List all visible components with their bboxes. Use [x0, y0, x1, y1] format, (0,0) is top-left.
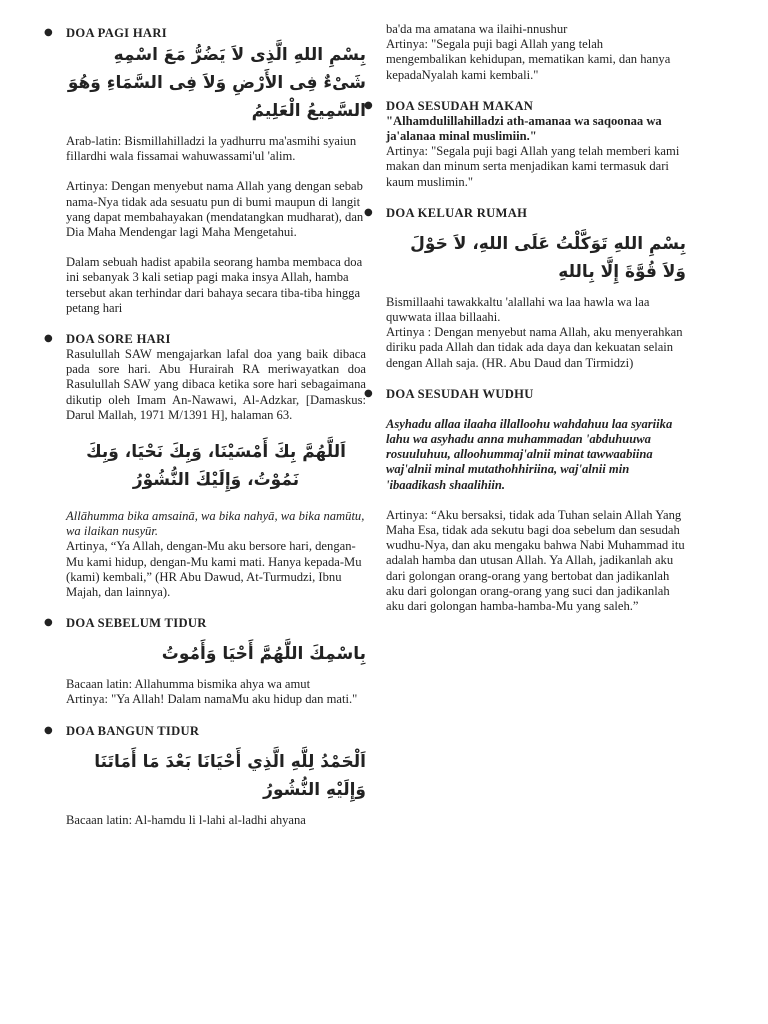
- translation-text: Artinya, “Ya Allah, dengan-Mu aku bersore hari, dengan-Mu kami hidup, dengan-Mu kami mati. Hanya kepada-Mu (kami) kembali,” (HR Abu Dawud, At-Turmudzi, Ibnu Majah, dan lainnya).: [66, 539, 362, 600]
- section-heading: DOA PAGI HARI: [66, 26, 167, 40]
- section-heading: DOA BANGUN TIDUR: [66, 723, 200, 738]
- translation-text: Artinya: “Aku bersaksi, tidak ada Tuhan selain Allah Yang Maha Esa, tidak ada sekutu bagi doa sebelum dan sesudah wudhu-Nya, dan aku mengaku bahwa Nabi Muhammad itu adalah hamba dan utusan Allah. Ya Allah, jadikanlah aku dari golongan orang-orang yang bertobat dan jadikanlah aku dari golongan orang-orang yang suci dan jadikanlah aku dari golongan hamba-hamba-Mu yang saleh.”: [386, 507, 685, 614]
- translation-text: Artinya: Dengan menyebut nama Allah yang dengan sebab nama-Nya tidak ada sesuatu pun di bumi maupun di langit yang dapat membahayakan (mendatangkan mudharat), dan Dia Maha Mendengar lagi Maha Mengetahui.: [66, 179, 364, 240]
- bullet-icon: ●: [364, 99, 373, 111]
- latin-text: Allāhumma bika amsainā, wa bika nahyā, wa bika namūtu, wa ilaikan nusyūr.: [66, 509, 365, 539]
- right-column: [364, 0, 686, 614]
- latin-text: Asyhadu allaa ilaaha illalloohu wahdahuu laa syariika lahu wa asyhadu anna muhammadan 'abduhuuwa rosuuluhuu, alloohummaj'alnii minat tawwaabiina waj'alnii minal mutathohhiriina, waj'alnii min 'ibaadikash shaalihiin.: [386, 416, 673, 492]
- translation-text: Artinya : Dengan menyebut nama Allah, aku menyerahkan diriku pada Allah dan tidak ada daya dan kekuatan selain dengan Allah saja. (HR. Abu Daud dan Tirmidzi): [386, 325, 683, 370]
- arabic-text: اَللَّهُمَّ بِكَ أَمْسَيْنَا، وَبِكَ نَحْيَا، وَبِكَ نَمُوْتُ، وَإِلَيْكَ النُّشُوْرُ: [86, 442, 346, 491]
- latin-text: Bismillaahi tawakkaltu 'alallahi wa laa hawla wa laa quwwata illaa billaahi.: [386, 294, 650, 325]
- section-doa-keluar-rumah: [364, 205, 686, 371]
- section-heading: DOA SEBELUM TIDUR: [66, 616, 207, 631]
- latin-text: Arab-latin: Bismillahilladzi la yadhurru ma'asmihi syaiun fillardhi wala fissamai wahuwassami'ul 'alim.: [66, 134, 357, 164]
- latin-text: ba'da ma amatana wa ilaihi-nnushur: [386, 22, 568, 36]
- note-text: Dalam sebuah hadist apabila seorang hamba membaca doa ini sebanyak 3 kali setiap pagi maka insya Allah, hamba tersebut akan terhindar dari bahaya secara tiba-tiba hingga petang hari: [66, 255, 363, 315]
- section-heading: DOA SESUDAH MAKAN: [386, 98, 534, 113]
- section-doa-bangun-tidur-continued: [386, 22, 686, 83]
- arabic-text: اَلْحَمْدُ لِلَّهِ الَّذِي أَحْيَانَا بَعْدَ مَا أَمَاتَنَا وَإِلَيْهِ النُّشُورُ: [94, 751, 366, 800]
- bullet-icon: ●: [364, 387, 373, 399]
- translation-text: Artinya: "Segala puji bagi Allah yang telah memberi kami makan dan minum serta menjadikan kami termasuk dari kaum muslimin.": [386, 144, 680, 189]
- arabic-text: بِسْمِ اللهِ الَّذِى لاَ يَضُرُّ مَعَ اسْمِهِ شَىْءٌ فِى الأَرْضِ وَلاَ فِى السَّمَاءِ وَهُوَ السَّمِيعُ الْعَلِيمُ: [67, 45, 366, 121]
- left-column: [44, 0, 366, 828]
- translation-text: Artinya: "Ya Allah! Dalam namaMu aku hidup dan mati.": [66, 692, 358, 707]
- latin-text: "Alhamdulillahilladzi ath-amanaa wa saqoonaa wa ja'alanaa minal muslimiin.": [386, 113, 662, 144]
- arabic-text: بِسْمِ اللهِ تَوَكَّلْتُ عَلَى اللهِ، لاَ حَوْلَ وَلاَ قُوَّةَ إِلَّا بِاللهِ: [410, 233, 686, 282]
- section-doa-sebelum-tidur: [44, 616, 366, 707]
- section-doa-pagi-hari: [44, 26, 366, 316]
- bullet-icon: ●: [44, 27, 53, 38]
- section-heading: DOA SORE HARI: [66, 332, 171, 347]
- bullet-icon: ●: [364, 206, 373, 218]
- section-heading: DOA SESUDAH WUDHU: [386, 386, 534, 401]
- bullet-icon: ●: [44, 333, 53, 345]
- bullet-icon: ●: [44, 617, 53, 629]
- arabic-text: بِاسْمِكَ اللَّهُمَّ أَحْيَا وَأَمُوتُ: [161, 644, 366, 665]
- section-heading: DOA KELUAR RUMAH: [386, 205, 528, 220]
- latin-text: Bacaan latin: Al-hamdu li l-lahi al-ladhi ahyana: [66, 812, 306, 827]
- section-doa-sesudah-makan: [364, 98, 686, 190]
- section-doa-bangun-tidur: [44, 723, 366, 828]
- intro-text: Rasulullah SAW mengajarkan lafal doa yang baik dibaca pada sore hari. Abu Hurairah RA meriwayatkan doa Rasulullah SAW yang dibaca ketika sore hari sebagaimana dikutip oleh Imam An-Nawawi, Al-Adzkar, [Damaskus: Darul Mallah, 1971 M/1391 H], halaman 63.: [66, 347, 366, 422]
- section-doa-sesudah-wudhu: [364, 386, 686, 614]
- latin-text: Bacaan latin: Allahumma bismika ahya wa amut: [66, 677, 311, 692]
- bullet-icon: ●: [44, 724, 53, 736]
- translation-text: Artinya: "Segala puji bagi Allah yang telah mengembalikan kehidupan, mematikan kami, dan hanya kepadaNyalah kami kembali.": [386, 37, 671, 82]
- section-doa-sore-hari: [44, 332, 366, 600]
